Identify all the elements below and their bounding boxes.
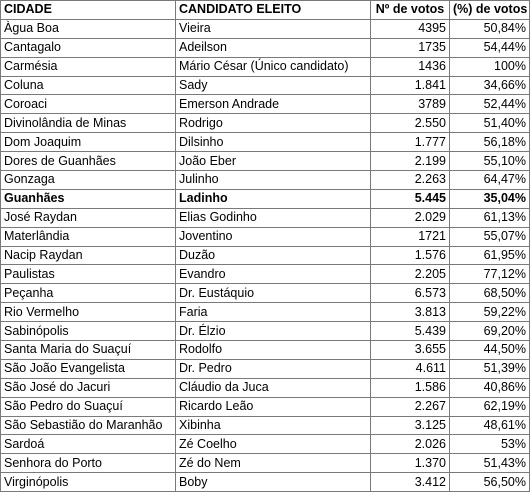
- table-body: [1, 19, 530, 491]
- cell-votes: 1.370: [371, 454, 450, 473]
- cell-city: Santa Maria do Suaçuí: [1, 341, 176, 360]
- table-row: [1, 416, 530, 435]
- cell-percent: 40,86%: [450, 378, 530, 397]
- cell-votes: 4.611: [371, 359, 450, 378]
- header-percent: (%) de votos: [450, 1, 530, 20]
- cell-city: Virginópolis: [1, 473, 176, 492]
- table-row: [1, 19, 530, 38]
- cell-city: Divinolândia de Minas: [1, 114, 176, 133]
- cell-percent: 34,66%: [450, 76, 530, 95]
- table-row: [1, 303, 530, 322]
- table-row: [1, 227, 530, 246]
- cell-votes: 1436: [371, 57, 450, 76]
- cell-votes: 2.199: [371, 152, 450, 171]
- cell-city: Dores de Guanhães: [1, 152, 176, 171]
- cell-votes: 2.026: [371, 435, 450, 454]
- cell-candidate: Julinho: [176, 171, 371, 190]
- cell-city: Gonzaga: [1, 171, 176, 190]
- cell-percent: 51,40%: [450, 114, 530, 133]
- cell-percent: 55,07%: [450, 227, 530, 246]
- cell-percent: 61,13%: [450, 208, 530, 227]
- cell-candidate: Duzão: [176, 246, 371, 265]
- cell-city: Rio Vermelho: [1, 303, 176, 322]
- cell-percent: 100%: [450, 57, 530, 76]
- cell-candidate: Dr. Eustáquio: [176, 284, 371, 303]
- table-row: [1, 171, 530, 190]
- table-row: [1, 435, 530, 454]
- table-row: [1, 76, 530, 95]
- cell-city: São João Evangelista: [1, 359, 176, 378]
- table-row: [1, 454, 530, 473]
- cell-candidate: Dr. Pedro: [176, 359, 371, 378]
- cell-votes: 4395: [371, 19, 450, 38]
- cell-city: Dom Joaquim: [1, 133, 176, 152]
- table-row: [1, 473, 530, 492]
- cell-votes: 1.576: [371, 246, 450, 265]
- cell-percent: 54,44%: [450, 38, 530, 57]
- cell-candidate: Faria: [176, 303, 371, 322]
- cell-candidate: Evandro: [176, 265, 371, 284]
- cell-percent: 52,44%: [450, 95, 530, 114]
- header-city: CIDADE: [1, 1, 176, 20]
- cell-percent: 51,39%: [450, 359, 530, 378]
- cell-votes: 2.267: [371, 397, 450, 416]
- cell-city: São Pedro do Suaçuí: [1, 397, 176, 416]
- cell-candidate: Boby: [176, 473, 371, 492]
- cell-percent: 56,18%: [450, 133, 530, 152]
- cell-votes: 3.125: [371, 416, 450, 435]
- cell-city: Guanhães: [1, 189, 176, 208]
- cell-percent: 68,50%: [450, 284, 530, 303]
- cell-city: São José do Jacuri: [1, 378, 176, 397]
- table-row: [1, 133, 530, 152]
- cell-percent: 44,50%: [450, 341, 530, 360]
- cell-city: Coluna: [1, 76, 176, 95]
- cell-candidate: Rodolfo: [176, 341, 371, 360]
- cell-candidate: Ricardo Leão: [176, 397, 371, 416]
- cell-candidate: Zé Coelho: [176, 435, 371, 454]
- cell-votes: 2.205: [371, 265, 450, 284]
- table-row: [1, 265, 530, 284]
- cell-percent: 48,61%: [450, 416, 530, 435]
- cell-percent: 50,84%: [450, 19, 530, 38]
- cell-candidate: Elias Godinho: [176, 208, 371, 227]
- cell-candidate: Vieira: [176, 19, 371, 38]
- table-row: [1, 284, 530, 303]
- cell-candidate: Dilsinho: [176, 133, 371, 152]
- cell-percent: 77,12%: [450, 265, 530, 284]
- cell-votes: 1735: [371, 38, 450, 57]
- table-row: [1, 246, 530, 265]
- cell-candidate: Mário César (Único candidato): [176, 57, 371, 76]
- cell-votes: 1.586: [371, 378, 450, 397]
- cell-votes: 5.439: [371, 322, 450, 341]
- cell-percent: 35,04%: [450, 189, 530, 208]
- cell-candidate: Dr. Élzio: [176, 322, 371, 341]
- cell-percent: 56,50%: [450, 473, 530, 492]
- cell-votes: 3.655: [371, 341, 450, 360]
- cell-votes: 3.412: [371, 473, 450, 492]
- cell-percent: 69,20%: [450, 322, 530, 341]
- table-row: [1, 341, 530, 360]
- cell-votes: 2.550: [371, 114, 450, 133]
- cell-city: Carmésia: [1, 57, 176, 76]
- cell-votes: 5.445: [371, 189, 450, 208]
- cell-candidate: João Eber: [176, 152, 371, 171]
- cell-candidate: Cláudio da Juca: [176, 378, 371, 397]
- cell-votes: 6.573: [371, 284, 450, 303]
- cell-city: Paulistas: [1, 265, 176, 284]
- cell-candidate: Ladinho: [176, 189, 371, 208]
- table-row: [1, 322, 530, 341]
- cell-percent: 51,43%: [450, 454, 530, 473]
- cell-candidate: Emerson Andrade: [176, 95, 371, 114]
- cell-city: Nacip Raydan: [1, 246, 176, 265]
- table-row: [1, 114, 530, 133]
- cell-city: Materlândia: [1, 227, 176, 246]
- table-row: [1, 397, 530, 416]
- cell-candidate: Xibinha: [176, 416, 371, 435]
- cell-city: José Raydan: [1, 208, 176, 227]
- cell-candidate: Zé do Nem: [176, 454, 371, 473]
- cell-percent: 62,19%: [450, 397, 530, 416]
- cell-candidate: Joventino: [176, 227, 371, 246]
- table-header-row: [1, 1, 530, 20]
- table-row: [1, 95, 530, 114]
- cell-votes: 2.263: [371, 171, 450, 190]
- cell-votes: 1721: [371, 227, 450, 246]
- cell-percent: 64,47%: [450, 171, 530, 190]
- cell-percent: 59,22%: [450, 303, 530, 322]
- cell-percent: 53%: [450, 435, 530, 454]
- cell-city: Àgua Boa: [1, 19, 176, 38]
- cell-city: Coroaci: [1, 95, 176, 114]
- cell-candidate: Adeilson: [176, 38, 371, 57]
- cell-votes: 1.777: [371, 133, 450, 152]
- table-row: [1, 359, 530, 378]
- table-row: [1, 38, 530, 57]
- header-votes: Nº de votos: [371, 1, 450, 20]
- cell-city: Peçanha: [1, 284, 176, 303]
- cell-candidate: Rodrigo: [176, 114, 371, 133]
- cell-votes: 3789: [371, 95, 450, 114]
- cell-votes: 1.841: [371, 76, 450, 95]
- cell-percent: 55,10%: [450, 152, 530, 171]
- cell-candidate: Sady: [176, 76, 371, 95]
- cell-city: Sabinópolis: [1, 322, 176, 341]
- cell-votes: 2.029: [371, 208, 450, 227]
- table-row: [1, 57, 530, 76]
- table-row: [1, 378, 530, 397]
- cell-city: São Sebastião do Maranhão: [1, 416, 176, 435]
- cell-city: Cantagalo: [1, 38, 176, 57]
- table-row: [1, 208, 530, 227]
- cell-city: Senhora do Porto: [1, 454, 176, 473]
- table-row: [1, 189, 530, 208]
- cell-percent: 61,95%: [450, 246, 530, 265]
- header-candidate: CANDIDATO ELEITO: [176, 1, 371, 20]
- cell-city: Sardoá: [1, 435, 176, 454]
- table-row: [1, 152, 530, 171]
- cell-votes: 3.813: [371, 303, 450, 322]
